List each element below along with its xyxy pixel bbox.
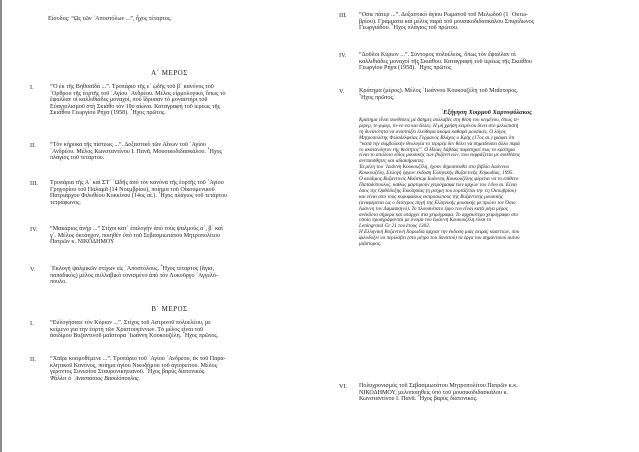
entry-line: ᾿Εκλογὴ ψαλμικῶν στίχων εἰς ᾿Αποστόλους. ῏Ηχος τέταρτος (ἅγια,: [50, 266, 215, 272]
entry-line: “Μακάριος ἀνὴρ ...” Στίχοι κατ᾿ ἐπιλογὴν ἀπὸ τοὺς ψαλμοὺς α΄, β΄ καὶ: [50, 226, 223, 232]
entry-line: “Τὸν κήρυκα τῆς πίστεως ...”. Δοξαστικὸ τῶν Αἴνων τοῦ ῾Αγίου: [50, 142, 206, 148]
entry-number: IV.: [30, 226, 38, 233]
note-line: ρερεμ, τε-ριρεμ, το-νε-να και ἄλλες. Η μή χρήση κειμένου δίνει στο μελωπιστὴ: [359, 122, 519, 129]
note-line: Κράτημα εἶναι συνθέσεις με ἄσημες συλλαβές στη θέση του κειμένου, ὅπως τε-: [359, 117, 520, 123]
entry-text: [50, 180, 320, 206]
entry-text: [359, 88, 614, 101]
explanation-block: [359, 109, 614, 248]
entry-line: “Ὁ ἐκ τῆς Βηθσαϊδὰ ...”. Τροπάριο τῆς ε΄ ᾠδῆς τοῦ β΄ κανόνος τοῦ: [50, 84, 214, 90]
entry-line: Σκιάθου Γεωργίου Ρήγα (1958). ῏Ηχος πρῶτος.: [50, 110, 166, 117]
section-b-heading: Β΄ ΜΕΡΟΣ: [151, 305, 188, 313]
note-line: ὅσος της Ορθόδοξης Εκκλησίας (η μνήμη του εορτάζεται την 1η Οκτωβρίου): [359, 187, 516, 194]
note-line: ανεπαισθητες και αδιακήρυκτες.: [359, 158, 425, 165]
entry-text: [50, 226, 320, 246]
note-line: φιλοδοξεί να περιλάβει (στο μέτρο του δυνατού) τα έργα του σημαντικού αυτού: [359, 235, 520, 242]
entry-number: I.: [30, 320, 34, 327]
entry-line: ΄Ορθρου τῆς ἑορτῆς τοῦ ῾Αγίου ᾿Ανδρέου. Μέλος εἱρμολογικό, ὅπως τὸ: [50, 90, 226, 97]
section-a-heading: Α΄ ΜΕΡΟΣ: [151, 69, 188, 77]
explanation-title: ᾿Εξήγηση Χοιρμοῦ Χαρτοφύλακος: [440, 109, 533, 116]
entry-number: IV.: [339, 52, 347, 59]
entry-line: τετράφωνος.: [50, 199, 81, 206]
entry-number: I.: [30, 84, 34, 91]
note-line: “κατὰ την συμβολικὴν θεολογία το τεριρὲμ δεν θέλει να σημαδεύσει ἄλλο παρὰ: [359, 140, 520, 147]
entry-number: II.: [30, 356, 36, 363]
entry-line: Πατρῶν κ. ΝΙΚΟΔΗΜΟΥ: [50, 239, 115, 246]
entry-line: ΝΙΚΟΔΗΜΟΥ, μελοποιηθεὶς ὑπὸ τοῦ μουσικοδιδασκάλου κ.: [359, 389, 509, 396]
intro-line: Είσοδος: “Ως τῶν ᾿Αποστόλων ...”, ἦχος τέταρτος.: [48, 16, 172, 22]
entry-text: [50, 266, 320, 286]
explanation-text: [359, 118, 614, 248]
entry-number: II.: [30, 142, 36, 149]
entry-text: [50, 84, 320, 117]
note-line: Ιωάννη τον Δαμασκηνό). Το πλουσιότατο έργο του εἶναι κατὰ μέγα μέρος: [359, 205, 509, 212]
note-line: Τα μέλη του ᾿Ιωάννη Κουκουζέλη, έχουν δημοσιευθεί στο βιβλίο Ιωάννου: [359, 164, 509, 171]
entry-line: παπαδικὸς) μέλος συλλαβικὸ τονισμένο ἀπὸ τὸν Λυκοῦργο ᾿Αγγελό-: [50, 272, 218, 279]
note-line: οποίο προσγράφονται με όνομα του Ιωάννη Κουκουζέλη είναι το: [359, 217, 492, 224]
entry-line: “Εὐλογήσατε τὸν Κύριον ...”. Στίχος τοῦ Αστρινοῦ πολυελέου, με: [50, 320, 211, 326]
entry-line: Γρηγορίου τοῦ Παλαμᾶ (14 Νοεμβρίου), ποίημα τοῦ Οἰκουμενικοῦ: [50, 186, 215, 193]
entry-line: “Χαῖρε κοσμοθέμενε ...”. Τροπάριο τοῦ ῾Αγίου ᾿Ανδρέου, ἐκ τοῦ Παρα-: [50, 356, 226, 362]
entry-text: [50, 356, 320, 382]
entry-line: πλάγιος τοῦ τετάρτου.: [50, 155, 105, 162]
entry-number: III.: [30, 180, 38, 187]
entry-text: [50, 142, 320, 162]
note-line: ανέκδοτο σήμερα και υπάρχει στα χειρόγραφα. Το αρχαιότερο χειρόγραφο στο: [359, 211, 519, 218]
note-line: Η Ελληνική Βυζαντινή Χορωδία άρχισε την έκδοση μιάς σειράς κασεττών, που: [359, 229, 520, 236]
entry-text: [359, 52, 614, 72]
entry-number: VI.: [339, 383, 348, 390]
entry-number: III.: [339, 12, 347, 19]
entry-line: “Οσιε πάτερ ...”. Δοξαστικὸ ἁγίου Ρωμανοῦ τοῦ Μελῳδοῦ (1 ᾿Οκτω-: [359, 12, 528, 18]
entry-line: γ΄. Μέλος ὀκτάηχον, ποιηθὲν ὑπὸ τοῦ Σεβασμιωτάτου Μητροπολίτου: [50, 232, 221, 239]
entry-line: Ψάλλει ὁ ᾿Αναστάσιος Βασιλόπουλος.: [50, 375, 141, 382]
entry-text: [359, 383, 614, 403]
note-line: και είναι από τους κορυφαίους εκπροσώπους της Βυζαντινής μουσικής: [359, 193, 503, 200]
note-line: τη δυνατότητα να αναπτύξει ἐλεύθερα ακόμα καθαρὰ μουσικές. Ο λόγος: [359, 128, 506, 135]
entry-line: Κωνσταντίνου Ι. Πανᾶ. ῏Ηχος βαρὺς διατονικός.: [359, 396, 478, 403]
entry-line: Εὐαγγελισμοῦ στὴ Σκιάθο τὸν 19ο αἰώνα. Καταγραφὴ τοῦ ἱερέως τῆς: [50, 103, 221, 110]
entry-line: πουλο.: [50, 279, 67, 286]
note-line: Ο αοίδιμος Βυζαντινός Μαΐστωρ Ιωάννης Κουκουζέλης φέρεται να το επίθετο: [359, 176, 519, 183]
note-line: είναι το απόλυτο εἶδος μουσικής των βυζαντινών, που εκφράζεται με συνθέσεις: [359, 152, 521, 159]
note-line: το ακατανόητον της θεότητος”. Ο Ηλίας Λάβδας παρατηρεί πως το κράτημα: [359, 146, 515, 153]
entry-line: κείμενο για την ἑορτή τῶν Χριστουγέννων. Τὸ μέλος εἶναι τοῦ: [50, 326, 204, 333]
page-edge-shadow: [0, 0, 2, 452]
note-line: Κουκουζέλη, Εκλογή έργων ἐκδοση Ελληνικής Βυζαντινής Χορωδίας, 1995.: [359, 170, 514, 177]
entry-text: [50, 320, 320, 340]
entry-line: Κράτημα (μέρος). Μέλος ᾿Ιωάννου Κουκουζέλη τοῦ Μαΐστορος.: [359, 88, 519, 94]
entry-line: ἔψαλλαν οἱ καλλιθιάδες μοναχοί, ποὺ ἵδρυσαν τὸ μοναστήρι τοῦ: [50, 97, 208, 104]
entry-line: ῏Ηχος πρῶτος.: [359, 94, 395, 101]
entry-line: “Δοῦλοι Κύριον ...”. Σύντομος πολυέλεος, ὅπως τὸν ἔψαλλαν οἱ: [359, 52, 516, 58]
entry-line: κλητικοῦ Κανόνος, ποίημα ἁγίου Νικοδήμου τοῦ ἁγιορείτου. Μέλος: [50, 362, 217, 369]
entry-line: Πατριάρχου Φιλοθέου Κοκκίνου (14ος αἰ.). ῏Ηχος πλάγιος τοῦ τετάρτου: [50, 193, 228, 200]
entry-line: ἀοιδίμου Βυζαντινοῦ μαΐστορα ᾿Ιωάννη Κουκουζέλη. ῏Ηχος πρῶτος.: [50, 333, 219, 340]
note-line: (αναφέρεται ως ο δεύτερος πηγή της Ελληνικής μουσικής με πρώτο τον Όσιο: [359, 199, 516, 206]
note-line: μαΐστορος.: [359, 241, 382, 248]
note-line: Μητροπολίτης Φιλαδελφείας Γερμανός Βλάχος ο Κρὴς (17ος αι.) γράφει ὅτι: [359, 134, 515, 141]
entry-line: Γεωργιάδου. ῏Ηχος πλάγιος τοῦ πρώτου.: [359, 25, 459, 32]
entry-line: γέροντος Συνεσίου Σταυρονικητιανοῦ. ῏Ηχος βαρὺς διατονικός.: [50, 369, 206, 376]
entry-line: Πολυχρονισμὸς τοῦ Σεβασμιωτάτου Μητροπολίτου Πατρῶν κ.κ.: [359, 383, 518, 389]
note-line: Παπαδόπουλος, καθώς μαρτυρούν χειρόγραφα των αρχών του 14ου αι. Είναι: [359, 181, 517, 188]
entry-line: Γεωργίου Ρήγα (1958). ῏Ηχος πρῶτος: [359, 65, 452, 72]
entry-number: V.: [339, 88, 345, 95]
entry-line: βρίου). Γράμματα καὶ μέλος παρὰ τοῦ μουσικοδιδασκάλου Σπυρίδωνος: [359, 18, 535, 25]
entry-line: καλλιθιάδες μοναχοὶ τῆς Σκιάθου. Καταγραφὴ τοῦ ἱερέως τῆς Σκιάθου: [359, 58, 532, 65]
entry-line: ᾿Ανδρέου. Μέλος Κωνσταντίνου Ι. Πανᾶ, Μουσικοδιδασκάλου. ῏Ηχος: [50, 148, 222, 155]
note-line: Leningrand Gr 21 του έτους 1302.: [359, 223, 431, 230]
entry-line: Τροπάρια τῆς Α΄ καὶ ΣΤ΄ ᾿Ωδῆς ἀπὸ τὸν κανόνα τῆς ἑορτῆς τοῦ ῾Αγίου: [50, 180, 224, 186]
entry-text: [359, 12, 614, 32]
entry-number: V.: [30, 266, 36, 273]
